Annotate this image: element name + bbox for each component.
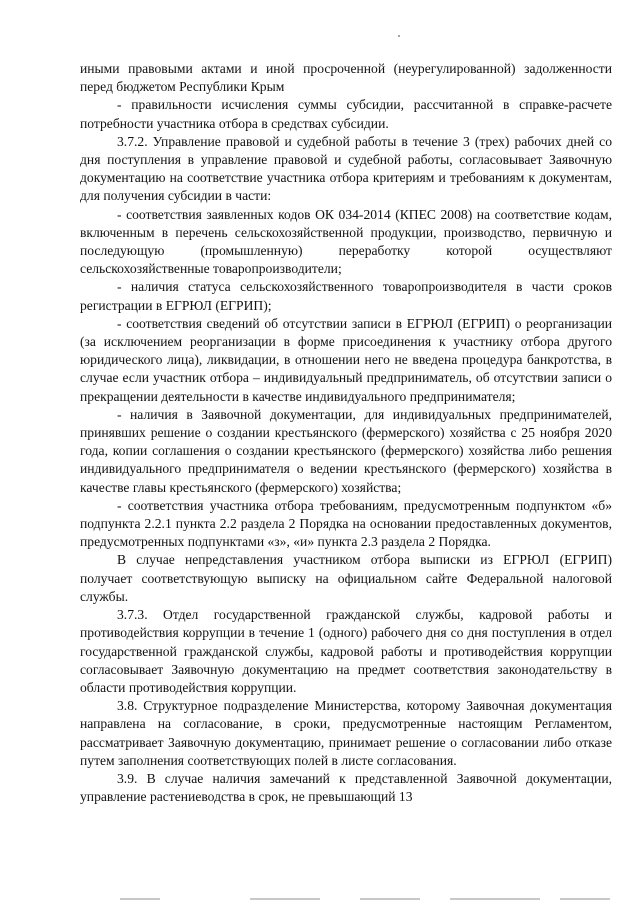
paragraph-2: - правильности исчисления суммы субсидии, рассчитанной в справке-расчете потребности участника отбора в средствах субсидии. bbox=[80, 97, 612, 131]
paragraph-7: - наличия в Заявочной документации, для индивидуальных предпринимателей, принявших решение о создании крестьянского (фермерского) хозяйства с 25 ноября 2020 года, копии соглашения о создании крестьянского (фермерского) хозяйства либо решения индивидуального предпринимателя о ведении крестьянского (фермерского) хозяйства в качестве главы крестьянского (фермерского) хозяйства; bbox=[80, 406, 612, 495]
scan-artifact bbox=[560, 898, 610, 900]
paragraph-12: 3.9. В случае наличия замечаний к представленной Заявочной документации, управление растениеводства в срок, не превышающий 13 bbox=[80, 770, 612, 805]
paragraph-5: - наличия статуса сельскохозяйственного товаропроизводителя в части сроков регистрации в ЕГРЮЛ (ЕГРИП); bbox=[80, 279, 612, 313]
paragraph-9: В случае непредставления участником отбора выписки из ЕГРЮЛ (ЕГРИП) получает соответствующую выписку на официальном сайте Федеральной налоговой службы. bbox=[80, 552, 612, 604]
document-body bbox=[80, 60, 612, 806]
paragraph-3: 3.7.2. Управление правовой и судебной работы в течение 3 (трех) рабочих дней со дня поступления в управление правовой и судебной работы, согласовывает Заявочную документацию на соответствие участника отбора критериям и требованиям к документам, для получения субсидии в части: bbox=[80, 133, 612, 204]
scan-artifact bbox=[360, 898, 420, 900]
scan-artifact bbox=[250, 898, 320, 900]
paragraph-4: - соответствия заявленных кодов ОК 034-2014 (КПЕС 2008) на соответствие кодам, включенным в перечень сельскохозяйственной продукции, производство, первичную и последующую (промышленную) переработку которой осуществляют сельскохозяйственные товаропроизводители; bbox=[80, 206, 612, 277]
scan-speck bbox=[398, 35, 400, 37]
paragraph-6: - соответствия сведений об отсутствии записи в ЕГРЮЛ (ЕГРИП) о реорганизации (за исключением реорганизации в форме присоединения к участнику отбора другого юридического лица), ликвидации, в отношении него не введена процедура банкротства, в случае если участник отбора – индивидуальный предприниматель, об отсутствии записи о прекращении деятельности в качестве индивидуального предпринимателя; bbox=[80, 315, 612, 404]
paragraph-11: 3.8. Структурное подразделение Министерства, которому Заявочная документация направлена на согласование, в сроки, предусмотренные настоящим Регламентом, рассматривает Заявочную документацию, принимает решение о согласовании либо отказе путем заполнения соответствующих полей в листе согласования. bbox=[80, 698, 612, 768]
paragraph-1: иными правовыми актами и иной просроченной (неурегулированной) задолженности перед бюджетом Республики Крым bbox=[80, 61, 612, 95]
paragraph-8: - соответствия участника отбора требованиям, предусмотренным подпунктом «б» подпункта 2.2.1 пункта 2.2 раздела 2 Порядка на основании предоставленных документов, предусмотренных подпунктами «з», «и» пункта 2.3 раздела 2 Порядка. bbox=[80, 497, 612, 550]
scan-artifact bbox=[120, 898, 160, 900]
paragraph-10: 3.7.3. Отдел государственной гражданской службы, кадровой работы и противодействия коррупции в течение 1 (одного) рабочего дня со дня поступления в отдел государственной гражданской службы, кадровой работы и противодействия коррупции согласовывает Заявочную документацию на предмет соответствия законодательству в области противодействия коррупции. bbox=[80, 607, 612, 695]
scan-artifact bbox=[450, 898, 540, 900]
